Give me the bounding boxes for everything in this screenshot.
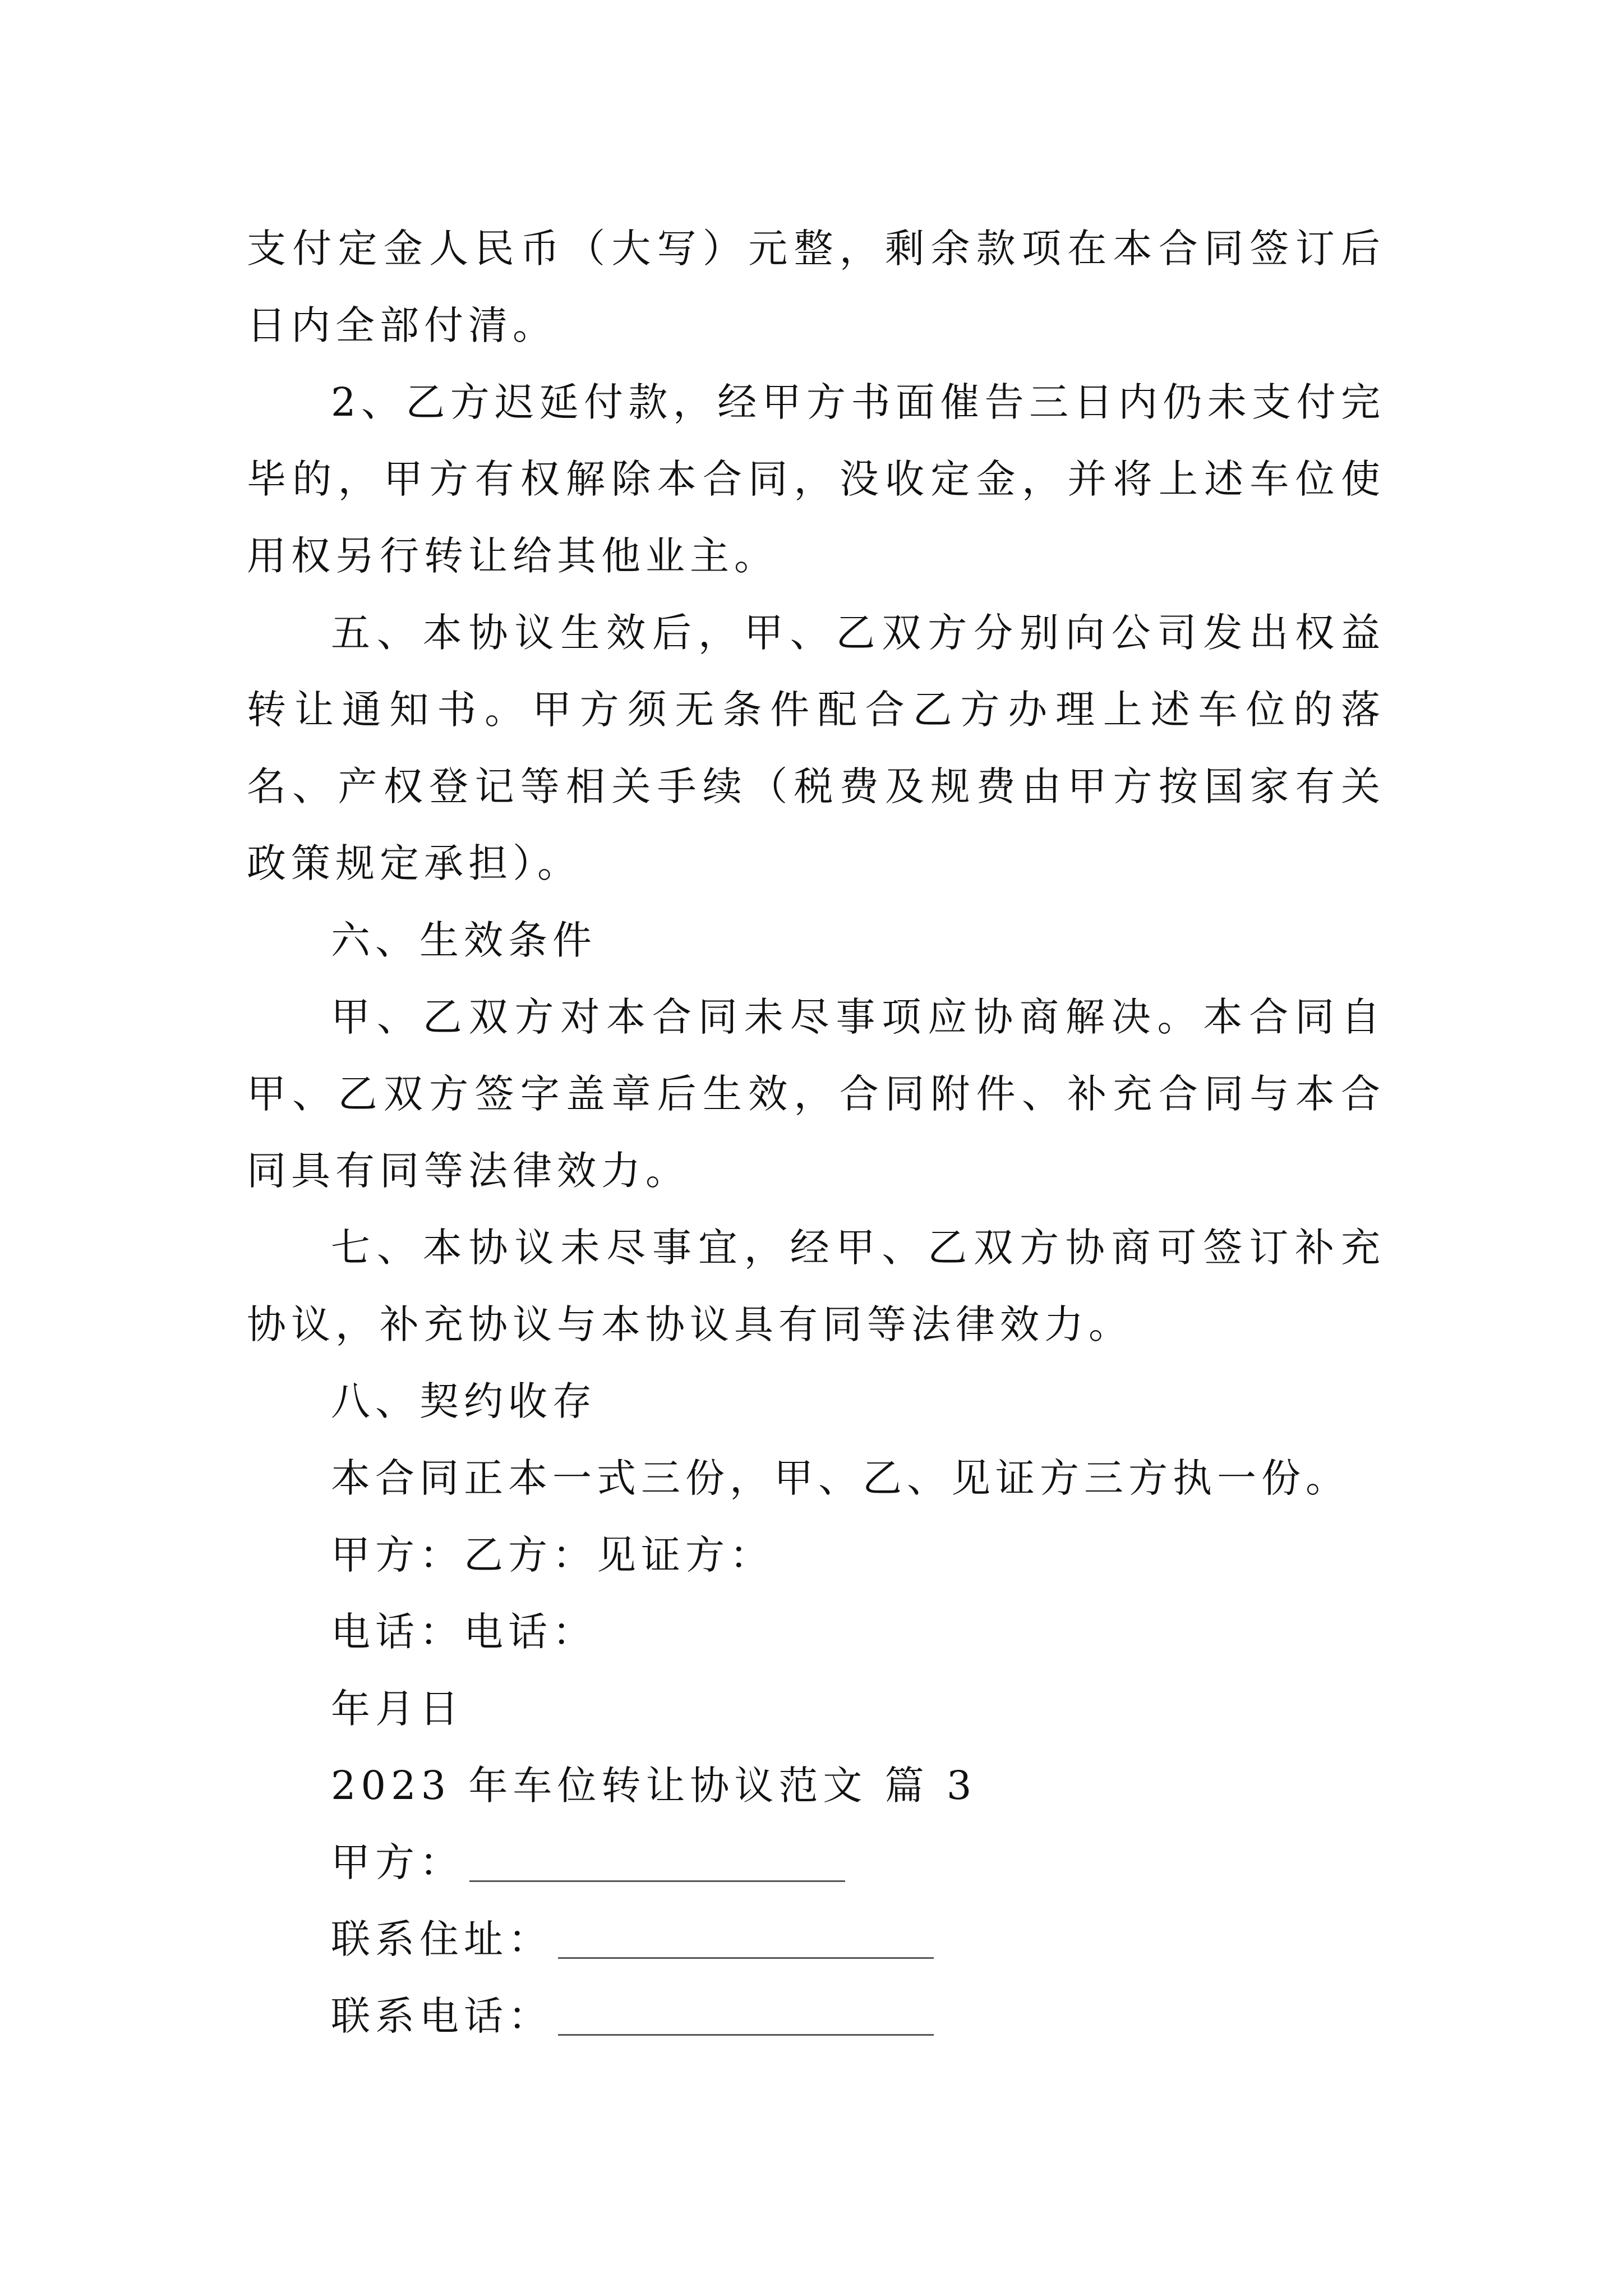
paragraph-clause-seven: 七、本协议未尽事宜，经甲、乙双方协商可签订补充协议，补充协议与本协议具有同等法律效力。 — [247, 1225, 1385, 1347]
paragraph-effective-conditions: 甲、乙双方对本合同未尽事项应协商解决。本合同自甲、乙双方签字盖章后生效，合同附件、补充合同与本合同具有同等法律效力。 — [247, 994, 1385, 1194]
phone-blank-line[interactable] — [558, 2001, 934, 2036]
signature-parties-line: 甲方：乙方：见证方： — [331, 1532, 774, 1578]
address-field-row — [247, 1901, 1385, 1978]
address-label: 联系住址： — [331, 1916, 552, 1962]
paragraph-payment-remainder: 支付定金人民币（大写）元整，剩余款项在本合同签订后日内全部付清。 — [247, 226, 1385, 348]
signature-phone-line: 电话：电话： — [331, 1609, 597, 1655]
party-a-field-row — [247, 1824, 1385, 1901]
paragraph-copies: 本合同正本一式三份，甲、乙、见证方三方执一份。 — [331, 1455, 1350, 1501]
heading-clause-six: 六、生效条件 — [331, 917, 597, 963]
signature-date-line: 年月日 — [331, 1686, 464, 1732]
heading-clause-eight: 八、契约收存 — [331, 1378, 597, 1424]
paragraph-clause-five: 五、本协议生效后，甲、乙双方分别向公司发出权益转让通知书。甲方须无条件配合乙方办理上述车位的落名、产权登记等相关手续（税费及规费由甲方按国家有关政策规定承担）。 — [247, 610, 1385, 886]
section-title-agreement-3: 2023 年车位转让协议范文 篇 3 — [331, 1763, 977, 1809]
party-a-label: 甲方： — [331, 1839, 464, 1885]
document-body — [247, 210, 1385, 2055]
paragraph-late-payment: 2、乙方迟延付款，经甲方书面催告三日内仍未支付完毕的，甲方有权解除本合同，没收定金，并将上述车位使用权另行转让给其他业主。 — [247, 379, 1385, 579]
party-a-blank-line[interactable] — [469, 1848, 845, 1882]
address-blank-line[interactable] — [558, 1925, 934, 1959]
phone-label: 联系电话： — [331, 1993, 552, 2039]
phone-field-row — [247, 1978, 1385, 2055]
